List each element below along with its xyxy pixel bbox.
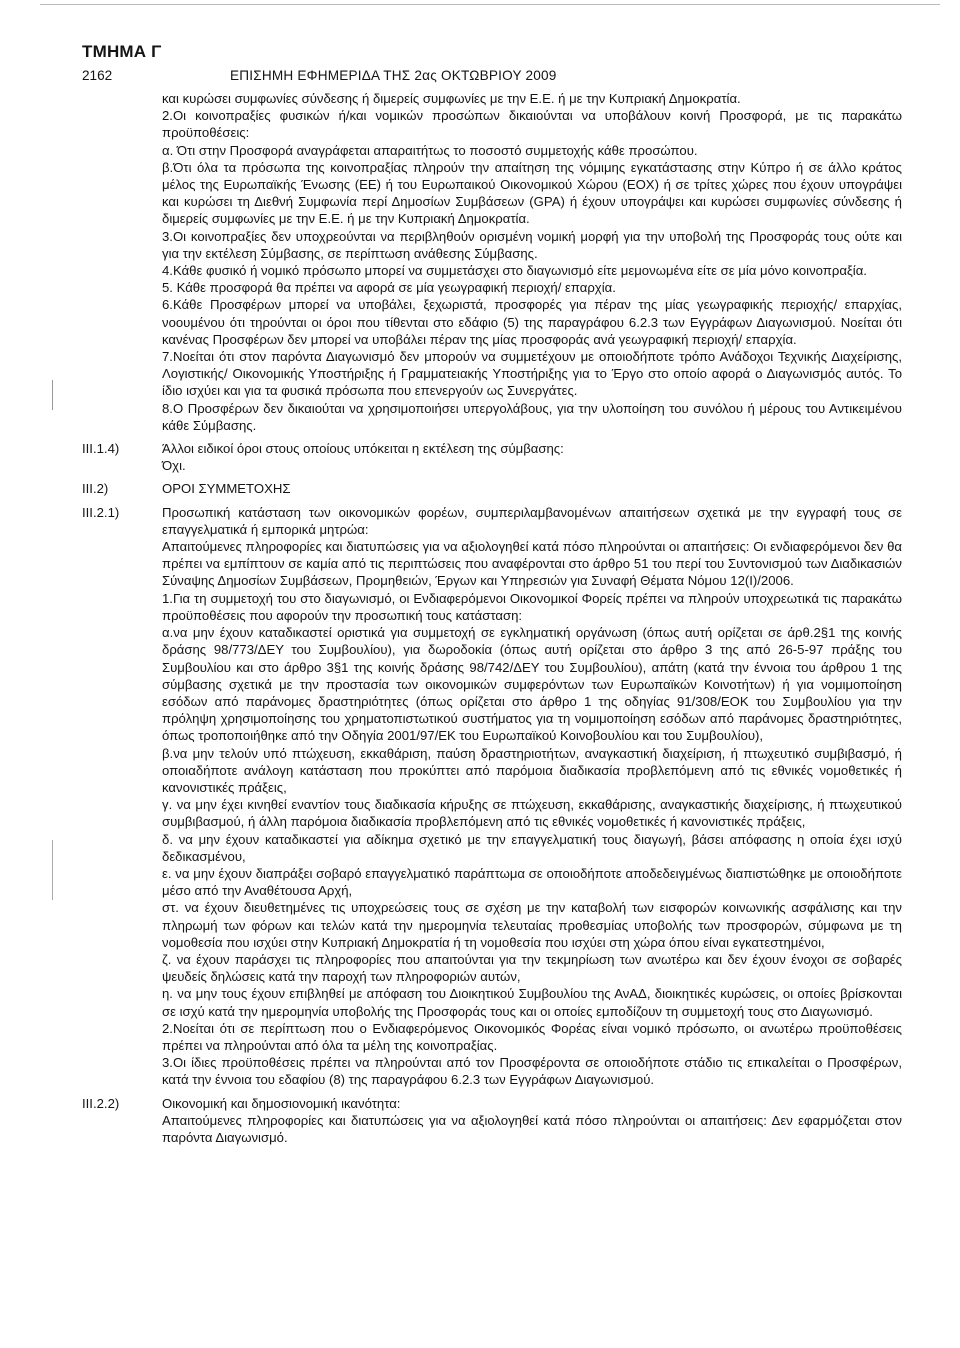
paragraph: 3.Οι ίδιες προϋποθέσεις πρέπει να πληρούνται από τον Προσφέροντα σε οποιοδήποτε στάδιο τις επικαλείται ο Προσφέρων, κατά την έννοια του εδαφίου (8) της παραγράφου 6.2.3 των Εγγράφων Διαγωνισμού. xyxy=(162,1055,902,1088)
document-section xyxy=(82,480,902,497)
paragraph: 7.Νοείται ότι στον παρόντα Διαγωνισμό δεν μπορούν να συμμετέχουν με οποιοδήποτε τρόπο Ανάδοχοι Τεχνικής Διαχείρισης, Λογιστικής/ Οικονομικής Υποστήριξης ή Γραμματειακής Υποστήριξης για το Έργο στο οποίο αφορά ο Διαγωνισμός αυτός. Το ίδιο ισχύει και για τα φυσικά πρόσωπα που επενεργούν ως Συνεργάτες. xyxy=(162,349,902,399)
paragraph: α.να μην έχουν καταδικαστεί οριστικά για συμμετοχή σε εγκληματική οργάνωση (όπως αυτή ορίζεται σε άρθ.2§1 της κοινής δράσης 98/773/ΔΕΥ του Συμβουλίου), για δωροδοκία (όπως αυτή ορίζεται στο άρθρο 3 της από 26-5-97 πράξης του Συμβουλίου και στο άρθρο 3§1 της κοινής δράσης 98/742/ΔΕΥ του Συμβουλίου), απάτη (κατά την έννοια του άρθρου 1 της σύμβασης σχετικά με την προστασία των οικονομικών συμφερόντων των Ευρωπαϊκών Κοινοτήτων) ή για νομιμοποίηση εσόδων από παράνομες δραστηριότητες (όπως ορίζεται στο άρθρο 1 της οδηγίας 91/308/ΕΟΚ του Συμβουλίου για την πρόληψη χρησιμοποίησης του χρηματοπιστωτικού συστήματος για τη νομιμοποίηση εσόδων από παράνομες δραστηριότητες, όπως τροποποιήθηκε από την Οδηγία 2001/97/ΕΚ του Ευρωπαϊκού Κοινοβουλίου και του Συμβουλίου), xyxy=(162,625,902,744)
paragraph: Προσωπική κατάσταση των οικονομικών φορέων, συμπεριλαμβανομένων απαιτήσεων σχετικά με την εγγραφή τους σε επαγγελματικά ή εμπορικά μητρώα: xyxy=(162,504,902,537)
paragraph: ζ. να έχουν παράσχει τις πληροφορίες που απαιτούνται για την τεκμηρίωση των ανωτέρω και δεν έχουν ένοχοι σε σοβαρές ψευδείς δηλώσεις κατά την παροχή των πληροφοριών αυτών, xyxy=(162,951,902,985)
paragraph: 8.Ο Προσφέρων δεν δικαιούται να χρησιμοποιήσει υπεργολάβους, για την υλοποίηση του συνόλου ή μέρους του Αντικειμένου κάθε Σύμβασης. xyxy=(162,400,902,433)
section-content xyxy=(162,90,902,434)
section-label: III.2.1) xyxy=(82,504,120,520)
paragraph: β.να μην τελούν υπό πτώχευση, εκκαθάριση, παύση δραστηριοτήτων, αναγκαστική διαχείριση, ή πτωχευτικό συμβιβασμό, ή οποιαδήποτε ανάλογη κατάσταση που προκύπτει από παρόμοια διαδικασία προβλεπόμενη από τις εθνικές νομοθετικές ή κανονιστικές πράξεις, xyxy=(162,745,902,795)
scan-artifact-left-margin xyxy=(52,380,53,410)
paragraph: Οικονομική και δημοσιονομική ικανότητα: xyxy=(162,1095,401,1111)
document-section xyxy=(82,504,902,1089)
scan-artifact-top xyxy=(40,4,940,5)
section-title: ΤΜΗΜΑ Γ xyxy=(82,42,162,61)
section-content xyxy=(162,504,902,1089)
section-label xyxy=(82,90,162,434)
document-section xyxy=(82,90,902,434)
gazette-title: ΕΠΙΣΗΜΗ ΕΦΗΜΕΡΙΔΑ ΤΗΣ 2ας ΟΚΤΩΒΡΙΟΥ 2009 xyxy=(230,68,557,83)
section-label: III.2.2) xyxy=(82,1095,120,1111)
document-body xyxy=(82,90,902,1146)
paragraph: 2.Οι κοινοπραξίες φυσικών ή/και νομικών προσώπων δικαιούνται να υποβάλουν κοινή Προσφορά, με τις παρακάτω προϋποθέσεις: xyxy=(162,108,902,141)
paragraph: Άλλοι ειδικοί όροι στους οποίους υπόκειται η εκτέλεση της σύμβασης: xyxy=(162,441,564,457)
paragraph: δ. να μην έχουν καταδικαστεί για αδίκημα σχετικό με την επαγγελματική τους διαγωγή, βάσει απόφασης η οποία έχει ισχύ δεδικασμένου, xyxy=(162,831,902,864)
paragraph: ΟΡΟΙ ΣΥΜΜΕΤΟΧΗΣ xyxy=(162,481,291,497)
paragraph: ε. να μην έχουν διαπράξει σοβαρό επαγγελματικό παράπτωμα σε οποιοδήποτε αποδεδειγμένως διαπιστώθηκε με οποιοδήποτε μέσο από την Αναθέτουσα Αρχή, xyxy=(162,865,902,899)
page-header xyxy=(82,68,902,86)
paragraph: 5. Κάθε προσφορά θα πρέπει να αφορά σε μία γεωγραφική περιοχή/ επαρχία. xyxy=(162,280,616,296)
paragraph: γ. να μην έχει κινηθεί εναντίον τους διαδικασία κήρυξης σε πτώχευση, εκκαθάρισης, αναγκαστικής διαχείρισης, ή πτωχευτικού συμβιβασμού, ή άλλη παρόμοια διαδικασία προβλεπόμενη από τις εθνικές νομοθετικές ή κανονιστικές πράξεις, xyxy=(162,797,902,830)
paragraph: η. να μην τους έχουν επιβληθεί με απόφαση του Διοικητικού Συμβουλίου της ΑνΑΔ, διοικητικές κυρώσεις, οι οποίες βρίσκονται σε ισχύ κατά την ημερομηνία υποβολής της Προσφοράς τους και οι οποίες εμποδίζουν τη συμμετοχή τους στο Διαγωνισμό. xyxy=(162,986,902,1019)
paragraph: στ. να έχουν διευθετημένες τις υποχρεώσεις τους σε σχέση με την καταβολή των εισφορών κοινωνικής ασφάλισης και την πληρωμή των φόρων και τελών κατά την ημερομηνία τελευταίας προθεσμίας υποβολής των προσφορών, σύμφωνα με τη νομοθεσία που ισχύει στην Κυπριακή Δημοκρατία ή τη νομοθεσία που ισχύει στη χώρα όπου είναι εγκατεστημένοι, xyxy=(162,900,902,950)
page-number: 2162 xyxy=(82,68,113,83)
section-content xyxy=(162,1095,902,1147)
paragraph: 4.Κάθε φυσικό ή νομικό πρόσωπο μπορεί να συμμετάσχει στο διαγωνισμό είτε μεμονωμένα είτε σε μία μόνο κοινοπραξία. xyxy=(162,263,867,279)
section-label: III.2) xyxy=(82,481,109,497)
section-content xyxy=(162,480,902,497)
document-section xyxy=(82,440,902,474)
paragraph: 3.Οι κοινοπραξίες δεν υποχρεούνται να περιβληθούν ορισμένη νομική μορφή για την υποβολή της Προσφοράς τους ούτε και για την εκτέλεση Σύμβασης, σε περίπτωση ανάθεσης Σύμβασης. xyxy=(162,228,902,261)
paragraph: Όχι. xyxy=(162,458,186,474)
document-section xyxy=(82,1095,902,1147)
scan-artifact-left-margin-2 xyxy=(52,840,53,900)
section-content xyxy=(162,440,902,474)
paragraph: Απαιτούμενες πληροφορίες και διατυπώσεις για να αξιολογηθεί κατά πόσο πληρούνται οι απαιτήσεις: Οι ενδιαφερόμενοι δεν θα πρέπει να εμπίπτουν σε καμία από τις περιπτώσεις που αναφέρονται στο άρθρο 51 του περί του Συντονισμού των Διαδικασιών Σύναψης Δημοσίων Συμβάσεων, Προμηθειών, Έργων και Υπηρεσιών για Συναφή Θέματα Νόμου 12(Ι)/2006. xyxy=(162,539,902,589)
paragraph: α. Ότι στην Προσφορά αναγράφεται απαραιτήτως το ποσοστό συμμετοχής κάθε προσώπου. xyxy=(162,142,698,158)
paragraph: 2.Νοείται ότι σε περίπτωση που ο Ενδιαφερόμενος Οικονομικός Φορέας είναι νομικό πρόσωπο, οι ανωτέρω προϋποθέσεις πρέπει να πληρούνται από όλα τα μέλη της κοινοπραξίας. xyxy=(162,1020,902,1053)
paragraph: 6.Κάθε Προσφέρων μπορεί να υποβάλει, ξεχωριστά, προσφορές για πέραν της μίας γεωγραφικής περιοχής/ επαρχίας, νοουμένου ότι τηρούνται οι όροι που τίθενται στο εδάφιο (5) της παραγράφου 6.2.3 των Εγγράφων Διαγωνισμού. Νοείται ότι κανένας Προσφέρων δεν μπορεί να υποβάλει πέραν της μίας προσφοράς ανά γεωγραφική περιοχή/ επαρχία. xyxy=(162,297,902,347)
paragraph: Απαιτούμενες πληροφορίες και διατυπώσεις για να αξιολογηθεί κατά πόσο πληρούνται οι απαιτήσεις: Δεν εφαρμόζεται στον παρόντα Διαγωνισμό. xyxy=(162,1112,902,1145)
paragraph: και κυρώσει συμφωνίες σύνδεσης ή διμερείς συμφωνίες με την Ε.Ε. ή με την Κυπριακή Δημοκρατία. xyxy=(162,91,741,106)
section-label: III.1.4) xyxy=(82,441,120,457)
paragraph: β.Ότι όλα τα πρόσωπα της κοινοπραξίας πληρούν την απαίτηση της νόμιμης εγκατάστασης στην Κύπρο ή σε άλλο κράτος μέλος της Ευρωπαϊκής Ένωσης (ΕΕ) ή του Ευρωπαικού Οικονομικού Χώρου (ΕΟΧ) ή σε τρίτες χώρες που έχουν υπογράψει και κυρώσει τη Διεθνή Συμφωνία περί Δημοσίων Συμβάσεων (GPA) ή έχουν υπογράψει και κυρώσει συμφωνίες σύνδεσης ή διμερείς συμφωνίες με την Ε.Ε. ή με την Κυπριακή Δημοκρατία. xyxy=(162,159,902,227)
paragraph: 1.Για τη συμμετοχή του στο διαγωνισμό, οι Ενδιαφερόμενοι Οικονομικοί Φορείς πρέπει να πληρούν υποχρεωτικά τις παρακάτω προϋποθέσεις που αφορούν την προσωπική τους κατάσταση: xyxy=(162,590,902,623)
